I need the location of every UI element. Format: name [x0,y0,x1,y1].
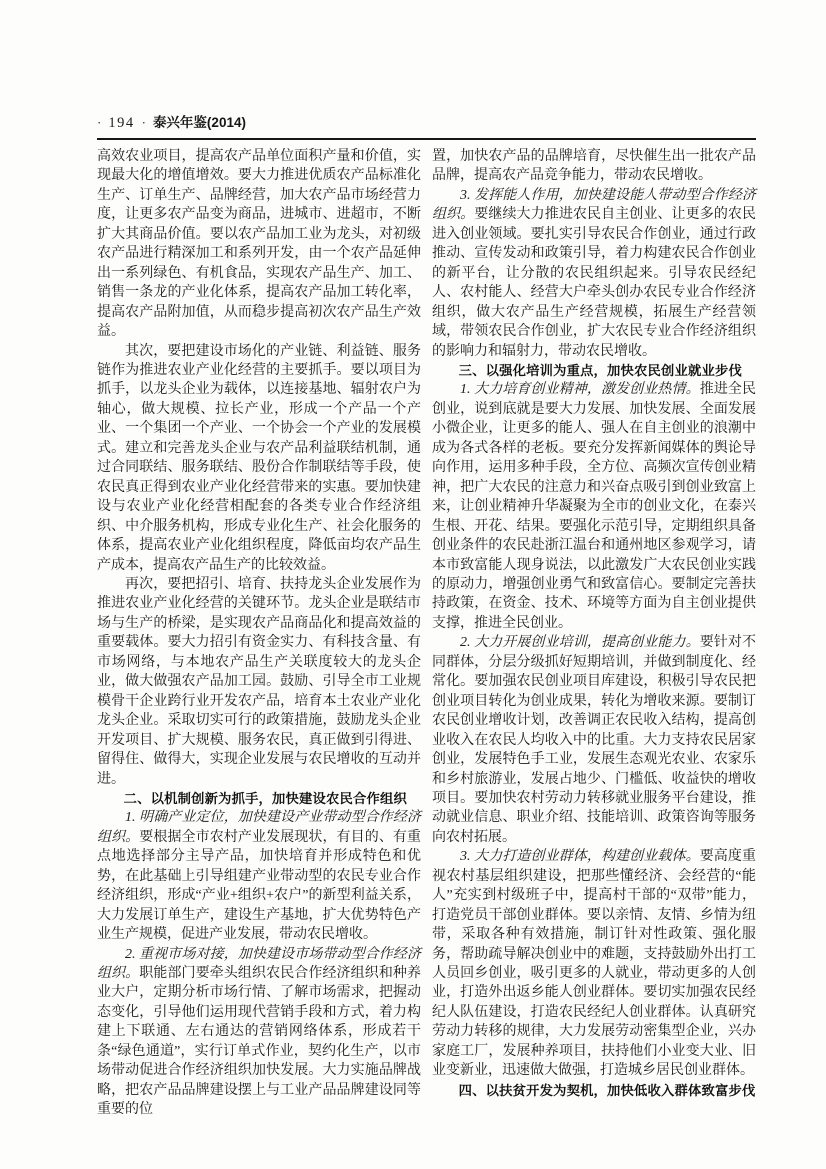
body-paragraph [97,575,421,789]
body-paragraph [432,847,756,1080]
body-paragraph [97,147,421,342]
text-run: 其次，要把建设市场化的产业链、利益链、服务链作为推进农业产业化经营的主要抓手。要以项目为抓手，以龙头企业为载体，以连接基地、辐射农户为轴心，做大规模、拉长产业，形成一个产品一个产业、一个集团一个产业、一个协会一个产业的发展模式。建立和完善龙头企业与农产品利益联结机制，通过合同联结、服务联结、股份合作制联结等手段，使农民真正得到农业产业化经营带来的实惠。要加快建设与农业产业化经营相配套的各类专业合作经济组织、中介服务机构，形成专业化生产、社会化服务的体系，提高农业产业化组织程度，降低亩均农产品生产成本，提高农产品生产的比较效益。 [97,343,421,573]
body-paragraph [432,147,756,186]
text-run: 要针对不同群体，分层分级抓好短期培训，并做到制度化、经常化。要加强农民创业项目库建设，积极引导农民把创业项目转化为创业成果，转化为增收来源。要制订农民创业增收计划，改善调正农民收入结构，提高创业收入在农民人均收入中的比重。大力支持农民居家创业，发展特色手工业，发展生态观光农业、农家乐和乡村旅游业，发展占地少、门槛低、收益快的增收项目。要加快农村劳动力转移就业服务平台建设，推动就业信息、职业介绍、技能培训、政策咨询等服务向农村拓展。 [432,635,757,845]
numbered-item-lead: 3. 大力打造创业群体，构建创业载体。 [460,849,700,865]
section-heading [432,361,756,380]
body-paragraph [97,808,421,944]
running-head [97,114,756,132]
text-run: 要继续大力推进农民自主创业、让更多的农民进入创业领域。要扎实引导农民合作创业，通过行政推动、宣传发动和政策引导，着力构建农民合作创业的新平台，让分散的农民组织起来。引导农民经纪人、农村能人、经营大户牵头创办农民专业合作经济组织，做大农产品生产经营规模，拓展生产经营领域，带领农民合作创业，扩大农民专业合作经济组织的影响力和辐射力，带动农民增收。 [432,207,757,359]
page-content [97,114,756,1120]
section-heading [97,789,421,808]
text-run: 推进全民创业，说到底就是要大力发展、加快发展、全面发展小微企业，让更多的能人、强人在自主创业的浪潮中成为各式各样的老板。要充分发挥新闻媒体的舆论导向作用，运用多种手段，全方位、高频次宣传创业精神，把广大农民的注意力和兴奋点吸引到创业致富上来，让创业精神升华凝聚为全市的创业文化，在泰兴生根、开花、结果。要强化示范引导，定期组织具备创业条件的农民赴浙江温台和通州地区参观学习，请本市致富能人现身说法，以此激发广大农民创业实践的原动力，增强创业勇气和致富信心。要制定完善扶持政策，在资金、技术、环境等方面为自主创业提供支撑，推进全民创业。 [432,382,757,631]
body-paragraph [97,342,421,575]
page-number: 194 [108,115,135,131]
right-column [432,147,756,1120]
page-header [97,114,756,140]
text-columns [97,147,756,1120]
section-heading [432,1081,756,1100]
text-run: 再次，要把招引、培育、扶持龙头企业发展作为推进农业产业化经营的关键环节。龙头企业是联结市场与生产的桥梁，是实现农产品商品化和提高效益的重要载体。要大力招引有资金实力、有科技含量、有市场网络，与本地农产品生产关联度较大的龙头企业，做大做强农产品加工园。鼓励、引导全市工业规模骨干企业跨行业开发农产品，培育本土农业产业化龙头企业。采取切实可行的政策措施，鼓励龙头企业开发项目、扩大规模、服务农民，真正做到引得进、留得住、做得大，实现企业发展与农民增收的互动并进。 [97,576,421,787]
header-rule [97,138,756,140]
text-run: 高效农业项目，提高农产品单位面积产量和价值，实现最大化的增值增效。要大力推进优质农产品标准化生产、订单生产、品牌经营，加大农产品市场经营力度，让更多农产品变为商品，进城市、进超市，不断扩大其商品价值。要以农产品加工业为龙头，对初级农产品进行精深加工和系列开发，由一个农产品延伸出一系列绿色、有机食品，实现农产品生产、加工、销售一条龙的产业化体系，提高农产品加工转化率，提高农产品附加值，从而稳步提高初次农产品生产效益。 [97,149,421,340]
body-paragraph [432,186,756,361]
text-run: 置，加快农产品的品牌培育，尽快催生出一批农产品品牌，提高农产品竞争能力，带动农民增收。 [432,149,756,184]
numbered-item-lead: 2. 大力开展创业培训，提高创业能力。 [460,635,700,651]
left-column [97,147,421,1120]
numbered-item-lead: 3. 发挥能人作用，加快建设能人带动型合作经济组织。 [432,187,756,223]
body-paragraph [432,633,756,847]
text-run: 职能部门要牵头组织农民合作经济组织和种养业大户，定期分析市场行情、了解市场需求，把握动态变化，引导他们运用现代营销手段和方式，着力构建上下联通、左右通达的营销网络体系，形成若干条“绿色通道”，实行订单式作业，契约化生产，以市场带动促进合作经济组织加快发展。大力实施品牌战略，把农产品品牌建设摆上与工业产品品牌建设同等重要的位 [97,966,422,1118]
body-paragraph [432,380,756,633]
header-dot-right: · [141,115,146,130]
book-title: 泰兴年鉴(2014) [152,115,246,130]
body-paragraph [97,945,421,1120]
text-run: 要高度重视农村基层组织建设，把那些懂经济、会经营的“能人”充实到村级班子中，提高村干部的“双带”能力，打造党员干部创业群体。要以亲情、友情、乡情为纽带，采取各种有效措施，制订针对性政策、强化服务，帮助疏导解决创业中的难题，支持鼓励外出打工人员回乡创业，吸引更多的人就业，带动更多的人创业，打造外出返乡能人创业群体。要切实加强农民经纪人队伍建设，打造农民经纪人创业群体。认真研究劳动力转移的规律，大力发展劳动密集型企业，兴办家庭工厂，发展种养项目，扶持他们小业变大业、旧业变新业，迅速做大做强，打造城乡居民创业群体。 [432,849,757,1079]
text-run: 要根据全市农村产业发展现状，有目的、有重点地选择部分主导产品，加快培育并形成特色和优势，在此基础上引导组建产业带动型的农民专业合作经济组织，形成“产业+组织+农户”的新型利益关系，大力发展订单生产，建设生产基地，扩大优势特色产业生产规模，促进产业发展，带动农民增收。 [97,829,422,943]
numbered-item-lead: 1. 明确产业定位，加快建设产业带动型合作经济组织。 [97,810,421,845]
heading-text: 三、以强化培训为重点，加快农民创业就业步伐 [458,362,743,378]
heading-text: 二、以机制创新为抓手，加快建设农民合作组织 [123,790,408,806]
header-dot-left: · [97,115,102,130]
numbered-item-lead: 2. 重视市场对接，加快建设市场带动型合作经济组织。 [97,946,421,982]
numbered-item-lead: 1. 大力培育创业精神，激发创业热情。 [460,382,700,398]
heading-text: 四、以扶贫开发为契机，加快低收入群体致富步伐 [458,1082,756,1098]
